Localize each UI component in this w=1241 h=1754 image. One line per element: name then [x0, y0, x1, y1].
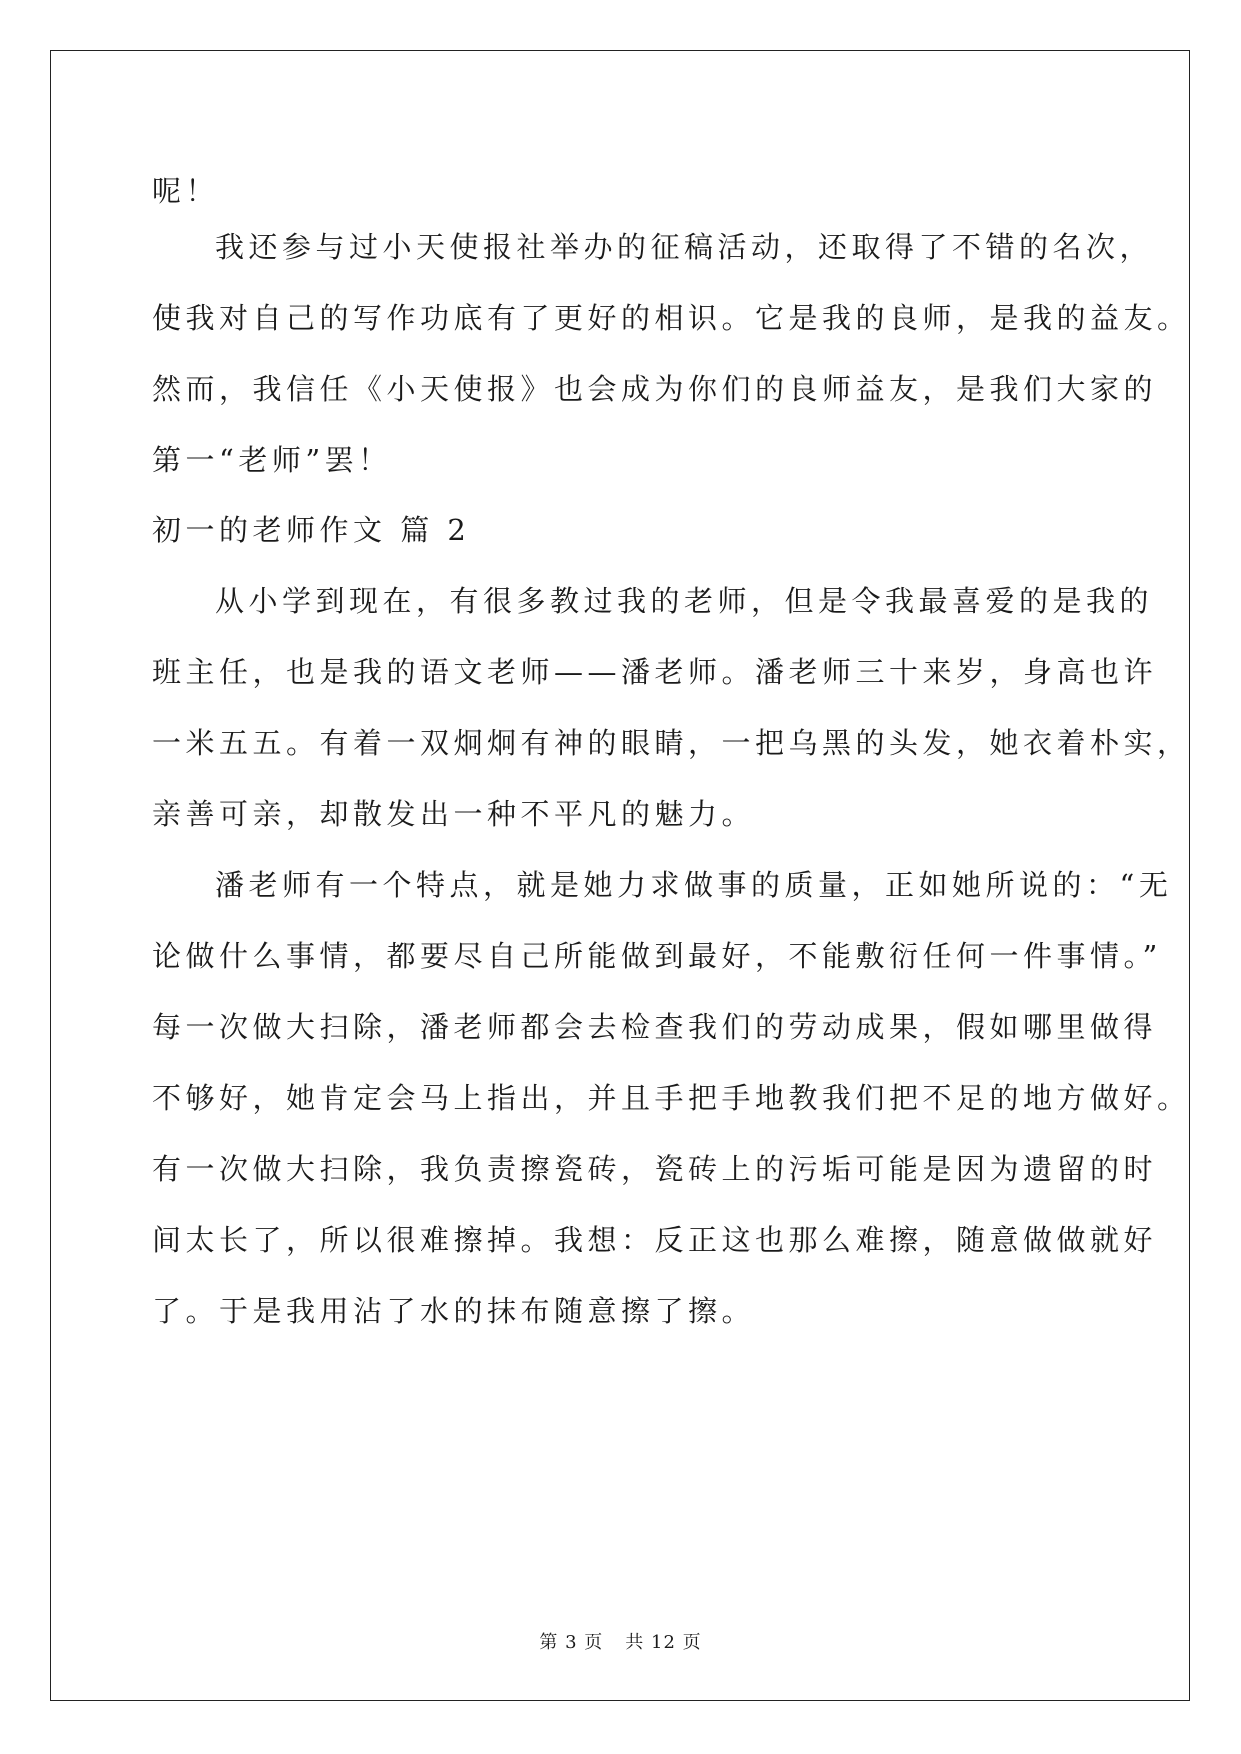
- text-line: 然而，我信任《小天使报》也会成为你们的良师益友，是我们大家的: [152, 372, 1158, 406]
- text-line: 第一“老师”罢！: [152, 443, 392, 477]
- page-number-current: 第 3 页: [539, 1632, 604, 1653]
- text-line: 每一次做大扫除，潘老师都会去检查我们的劳动成果，假如哪里做得: [152, 1010, 1158, 1044]
- text-line: 潘老师有一个特点，就是她力求做事的质量，正如她所说的：“无: [215, 868, 1173, 902]
- text-line: 间太长了，所以很难擦掉。我想：反正这也那么难擦，随意做做就好: [152, 1223, 1158, 1257]
- text-line: 一米五五。有着一双炯炯有神的眼睛，一把乌黑的头发，她衣着朴实，: [152, 726, 1191, 760]
- section-heading: 初一的老师作文 篇 2: [152, 513, 471, 547]
- text-line: 不够好，她肯定会马上指出，并且手把手地教我们把不足的地方做好。: [152, 1081, 1191, 1115]
- text-line: 从小学到现在，有很多教过我的老师，但是令我最喜爱的是我的: [215, 584, 1154, 618]
- text-line: 亲善可亲，却散发出一种不平凡的魅力。: [152, 797, 756, 831]
- text-line: 论做什么事情，都要尽自己所能做到最好，不能敷衍任何一件事情。”: [152, 939, 1162, 973]
- text-line: 有一次做大扫除，我负责擦瓷砖，瓷砖上的污垢可能是因为遗留的时: [152, 1152, 1158, 1186]
- page-footer: [0, 1628, 1241, 1654]
- text-line: 我还参与过小天使报社举办的征稿活动，还取得了不错的名次，: [215, 230, 1154, 264]
- text-line: 了。于是我用沾了水的抹布随意擦了擦。: [152, 1294, 756, 1328]
- text-line: 班主任，也是我的语文老师——潘老师。潘老师三十来岁，身高也许: [152, 655, 1158, 689]
- text-line: 使我对自己的写作功底有了更好的相识。它是我的良师，是我的益友。: [152, 301, 1191, 335]
- text-line: 呢！: [152, 174, 220, 208]
- page-number-total: 共 12 页: [625, 1632, 702, 1653]
